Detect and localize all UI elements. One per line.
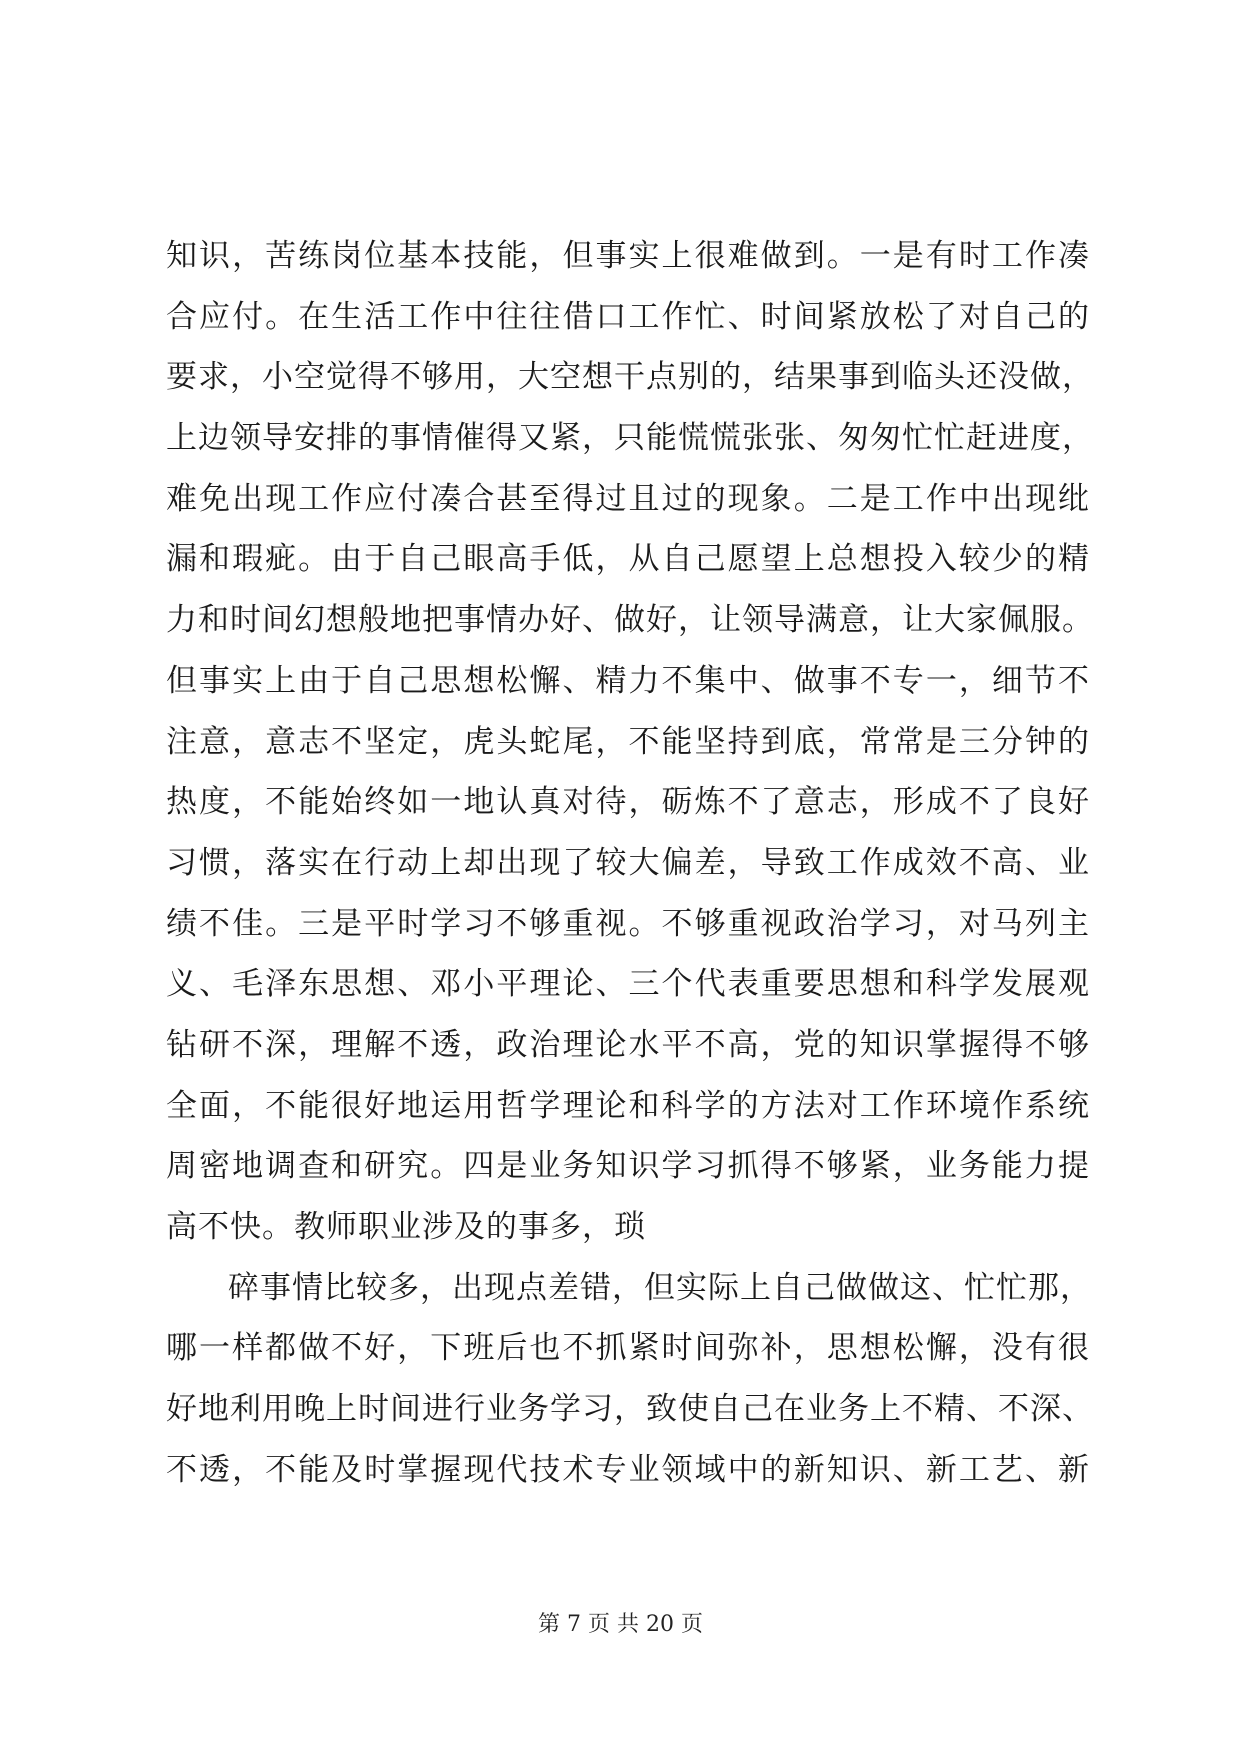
- text-line: 热度，不能始终如一地认真对待，砺炼不了意志，形成不了良好: [166, 784, 1090, 821]
- body-text: [166, 226, 1094, 1500]
- text-line: 习惯，落实在行动上却出现了较大偏差，导致工作成效不高、业: [166, 844, 1090, 881]
- text-line: 知识，苦练岗位基本技能，但事实上很难做到。一是有时工作凑: [166, 238, 1090, 274]
- page-number-footer: 第 7 页 共 20 页: [538, 1612, 703, 1637]
- text-line: 碎事情比较多，出现点差错，但实际上自己做做这、忙忙那，: [228, 1269, 1092, 1306]
- text-line: 高不快。教师职业涉及的事多，琐: [166, 1209, 646, 1245]
- text-line: 漏和瑕疵。由于自己眼高手低，从自己愿望上总想投入较少的精: [166, 541, 1090, 578]
- text-line: 但事实上由于自己思想松懈、精力不集中、做事不专一，细节不: [166, 662, 1090, 699]
- text-line: 钻研不深，理解不透，政治理论水平不高，党的知识掌握得不够: [166, 1026, 1090, 1063]
- text-line: 力和时间幻想般地把事情办好、做好，让领导满意，让大家佩服。: [166, 602, 1094, 639]
- text-line: 合应付。在生活工作中往往借口工作忙、时间紧放松了对自己的: [166, 298, 1090, 335]
- text-line: 难免出现工作应付凑合甚至得过且过的现象。二是工作中出现纰: [166, 480, 1090, 517]
- text-line: 好地利用晚上时间进行业务学习，致使自己在业务上不精、不深、: [166, 1391, 1094, 1428]
- text-line: 要求，小空觉得不够用，大空想干点别的，结果事到临头还没做，: [166, 359, 1094, 396]
- text-line: 义、毛泽东思想、邓小平理论、三个代表重要思想和科学发展观: [166, 966, 1090, 1003]
- text-line: 绩不佳。三是平时学习不够重视。不够重视政治学习，对马列主: [166, 905, 1090, 942]
- text-line: 全面，不能很好地运用哲学理论和科学的方法对工作环境作系统: [166, 1087, 1090, 1124]
- text-line: 哪一样都做不好，下班后也不抓紧时间弥补，思想松懈，没有很: [166, 1330, 1090, 1367]
- text-line: 不透，不能及时掌握现代技术专业领域中的新知识、新工艺、新: [166, 1451, 1090, 1488]
- text-line: 注意，意志不坚定，虎头蛇尾，不能坚持到底，常常是三分钟的: [166, 723, 1090, 760]
- text-line: 周密地调查和研究。四是业务知识学习抓得不够紧，业务能力提: [166, 1148, 1090, 1185]
- text-line: 上边领导安排的事情催得又紧，只能慌慌张张、匆匆忙忙赶进度，: [166, 420, 1094, 457]
